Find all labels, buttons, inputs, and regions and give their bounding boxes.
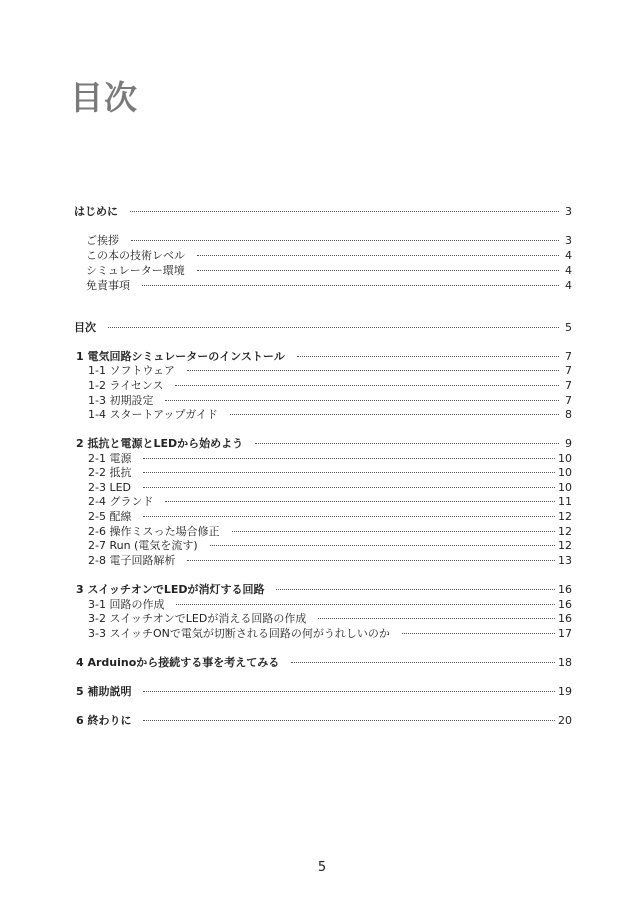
toc-entry-page: 10: [558, 466, 572, 479]
toc-entry-page: 12: [558, 525, 572, 538]
toc-entry[interactable]: [88, 510, 572, 524]
toc-entry-page: 5: [565, 321, 572, 334]
toc-dot-leader: [142, 284, 559, 286]
toc-entry-page: 3: [565, 234, 572, 247]
toc-entry[interactable]: [88, 466, 572, 480]
toc-entry-title: 1-1 ソフトウェア: [88, 364, 176, 377]
toc-entry-page: 17: [558, 627, 572, 640]
toc-entry-page: 16: [558, 612, 572, 625]
toc-dot-leader: [176, 603, 555, 605]
toc-entry-page: 3: [565, 205, 572, 218]
toc-dot-leader: [165, 399, 559, 401]
toc-dot-leader: [291, 661, 555, 663]
toc-dot-leader: [318, 617, 555, 619]
toc-entry-page: 7: [565, 379, 572, 392]
page-title: 目次: [70, 78, 138, 117]
toc-entry[interactable]: [88, 394, 572, 408]
toc-dot-leader: [210, 544, 555, 546]
toc-entry-title: 2-5 配線: [88, 510, 132, 523]
toc-dot-leader: [143, 486, 555, 488]
toc-entry[interactable]: [88, 481, 572, 495]
toc-dot-leader: [143, 471, 555, 473]
toc-dot-leader: [402, 632, 555, 634]
toc-entry-title: 1-4 スタートアップガイド: [88, 408, 218, 421]
toc-entry-page: 9: [565, 437, 572, 450]
toc-entry[interactable]: [86, 249, 572, 263]
toc-entry[interactable]: [74, 205, 572, 219]
toc-entry-page: 12: [558, 539, 572, 552]
toc-entry-title: 目次: [74, 321, 96, 334]
toc-entry-title: 1 電気回路シミュレーターのインストール: [76, 350, 285, 363]
toc-entry-title: 2 抵抗と電源とLEDから始めよう: [76, 437, 244, 450]
toc-entry[interactable]: [88, 539, 572, 553]
toc-dot-leader: [130, 210, 559, 212]
toc-dot-leader: [143, 515, 555, 517]
toc-entry[interactable]: [76, 583, 572, 597]
toc-entry-title: 2-3 LED: [88, 481, 132, 494]
toc-entry[interactable]: [76, 714, 572, 728]
toc-entry[interactable]: [76, 350, 572, 364]
toc-entry-title: 3 スイッチオンでLEDが消灯する回路: [76, 583, 265, 596]
toc-entry-page: 8: [565, 408, 572, 421]
toc-entry-title: 3-1 回路の作成: [88, 598, 165, 611]
toc-entry-title: 免責事項: [86, 279, 130, 292]
toc-entry-page: 16: [558, 583, 572, 596]
toc-dot-leader: [187, 559, 555, 561]
toc-entry[interactable]: [88, 612, 572, 626]
toc-entry-page: 10: [558, 452, 572, 465]
toc-entry-title: シミュレーター環境: [86, 264, 185, 277]
toc-entry[interactable]: [86, 279, 572, 293]
toc-dot-leader: [187, 369, 559, 371]
toc-entry[interactable]: [76, 656, 572, 670]
toc-entry-page: 13: [558, 554, 572, 567]
toc-entry[interactable]: [86, 264, 572, 278]
toc-entry[interactable]: [88, 408, 572, 422]
toc-entry-page: 19: [558, 685, 572, 698]
toc-dot-leader: [276, 588, 555, 590]
toc-dot-leader: [131, 239, 559, 241]
toc-dot-leader: [175, 384, 559, 386]
toc-entry[interactable]: [88, 452, 572, 466]
toc-entry-page: 7: [565, 394, 572, 407]
toc-entry[interactable]: [86, 234, 572, 248]
toc-entry-page: 4: [565, 264, 572, 277]
toc-dot-leader: [197, 254, 559, 256]
toc-dot-leader: [143, 719, 555, 721]
toc-dot-leader: [297, 355, 559, 357]
toc-entry-title: 3-3 スイッチONで電気が切断される回路の何がうれしいのか: [88, 627, 390, 640]
toc-entry-title: 2-1 電源: [88, 452, 132, 465]
toc-entry-title: 4 Arduinoから接続する事を考えてみる: [76, 656, 280, 669]
toc-entry[interactable]: [88, 525, 572, 539]
toc-entry-page: 16: [558, 598, 572, 611]
toc-entry-title: 2-6 操作ミスった場合修正: [88, 525, 220, 538]
toc-entry-title: 2-7 Run (電気を流す): [88, 539, 198, 552]
toc-entry-title: ご挨拶: [86, 234, 119, 247]
toc-entry-page: 10: [558, 481, 572, 494]
toc-entry-title: 6 終わりに: [76, 714, 132, 727]
toc-entry[interactable]: [76, 437, 572, 451]
toc-dot-leader: [232, 530, 555, 532]
toc-entry-title: 5 補助説明: [76, 685, 132, 698]
toc-entry-page: 7: [565, 350, 572, 363]
toc-entry-title: 2-8 電子回路解析: [88, 554, 176, 567]
toc-entry-title: はじめに: [74, 205, 118, 218]
toc-dot-leader: [143, 690, 555, 692]
toc-entry-title: 2-4 グランド: [88, 495, 154, 508]
toc-dot-leader: [197, 269, 559, 271]
toc-entry-page: 18: [558, 656, 572, 669]
toc-entry[interactable]: [76, 685, 572, 699]
toc-dot-leader: [108, 326, 559, 328]
toc-entry-title: この本の技術レベル: [86, 249, 185, 262]
toc-entry-page: 4: [565, 249, 572, 262]
toc-entry-page: 11: [558, 495, 572, 508]
toc-entry-page: 20: [558, 714, 572, 727]
toc-dot-leader: [230, 413, 559, 415]
toc-entry[interactable]: [88, 495, 572, 509]
toc-entry-title: 1-2 ライセンス: [88, 379, 164, 392]
toc-entry-page: 7: [565, 364, 572, 377]
toc-entry-page: 4: [565, 279, 572, 292]
toc-entry[interactable]: [88, 598, 572, 612]
toc-dot-leader: [165, 500, 555, 502]
toc-entry[interactable]: [88, 627, 572, 641]
toc-entry-title: 3-2 スイッチオンでLEDが消える回路の作成: [88, 612, 307, 625]
page-number: 5: [317, 860, 327, 875]
toc-dot-leader: [143, 457, 555, 459]
toc-dot-leader: [255, 442, 559, 444]
toc-entry-page: 12: [558, 510, 572, 523]
toc-entry[interactable]: [88, 379, 572, 393]
toc-entry[interactable]: [88, 554, 572, 568]
toc-entry-title: 2-2 抵抗: [88, 466, 132, 479]
toc-entry[interactable]: [74, 321, 572, 335]
toc-entry-title: 1-3 初期設定: [88, 394, 154, 407]
toc-entry[interactable]: [88, 364, 572, 378]
